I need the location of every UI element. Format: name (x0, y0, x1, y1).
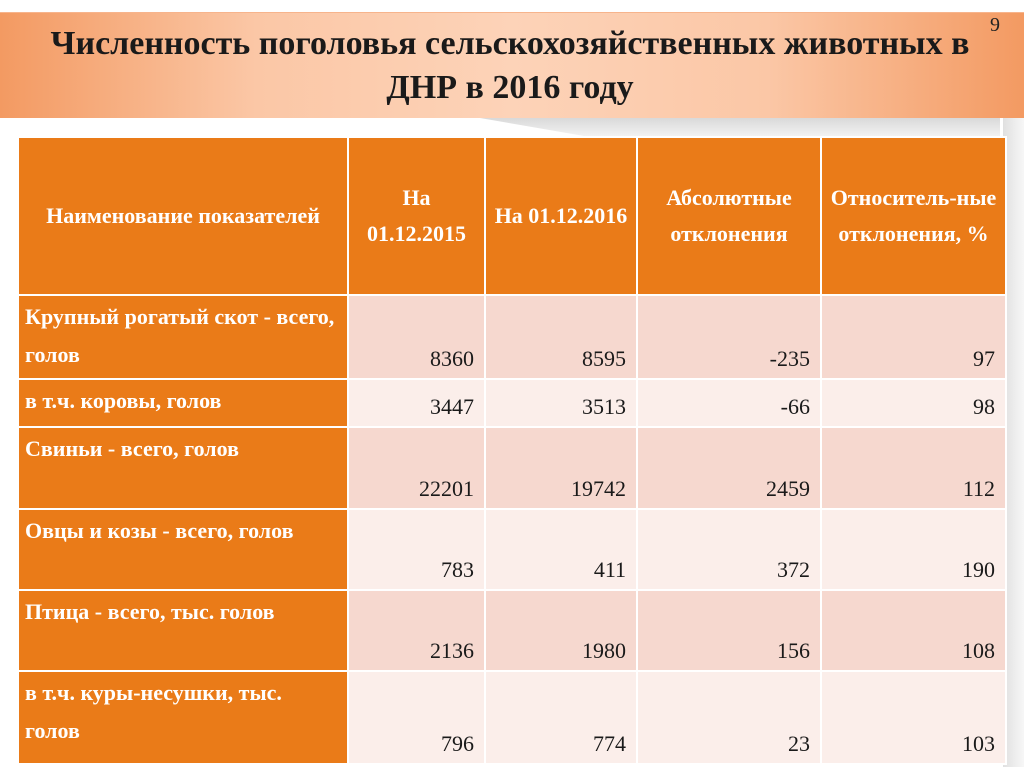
value-relative: 112 (821, 427, 1006, 509)
row-label: в т.ч. коровы, голов (18, 379, 348, 427)
header-relative: Относитель-ные отклонения, % (821, 137, 1006, 295)
table-row (18, 671, 1006, 764)
table-header-row (18, 137, 1006, 295)
table-row (18, 509, 1006, 590)
value-2015: 2136 (348, 590, 485, 671)
value-2016: 411 (485, 509, 637, 590)
table-row (18, 590, 1006, 671)
value-relative: 108 (821, 590, 1006, 671)
title-band-line (0, 12, 1024, 13)
header-absolute: Абсолютные отклонения (637, 137, 821, 295)
row-label: Крупный рогатый скот - всего, голов (18, 295, 348, 379)
header-2015: На 01.12.2015 (348, 137, 485, 295)
value-2016: 3513 (485, 379, 637, 427)
row-label: Свиньи - всего, голов (18, 427, 348, 509)
value-relative: 98 (821, 379, 1006, 427)
value-2015: 22201 (348, 427, 485, 509)
value-absolute: -235 (637, 295, 821, 379)
value-relative: 103 (821, 671, 1006, 764)
value-relative: 190 (821, 509, 1006, 590)
header-indicator: Наименование показателей (18, 137, 348, 295)
value-absolute: 156 (637, 590, 821, 671)
value-2015: 3447 (348, 379, 485, 427)
value-absolute: 372 (637, 509, 821, 590)
value-2015: 796 (348, 671, 485, 764)
table-row (18, 427, 1006, 509)
page-number: 9 (990, 14, 1000, 36)
row-label: Овцы и козы - всего, голов (18, 509, 348, 590)
row-label: Птица - всего, тыс. голов (18, 590, 348, 671)
value-2016: 8595 (485, 295, 637, 379)
value-2015: 783 (348, 509, 485, 590)
value-2016: 1980 (485, 590, 637, 671)
livestock-table (17, 136, 1007, 765)
value-2016: 19742 (485, 427, 637, 509)
value-absolute: 23 (637, 671, 821, 764)
header-2016: На 01.12.2016 (485, 137, 637, 295)
slide-title: Численность поголовья сельскохозяйственных животных в ДНР в 2016 году (50, 25, 970, 106)
value-absolute: -66 (637, 379, 821, 427)
row-label: в т.ч. куры-несушки, тыс. голов (18, 671, 348, 764)
table-row (18, 379, 1006, 427)
table-row (18, 295, 1006, 379)
value-2015: 8360 (348, 295, 485, 379)
value-relative: 97 (821, 295, 1006, 379)
decorative-ribbon (480, 118, 1000, 136)
value-2016: 774 (485, 671, 637, 764)
value-absolute: 2459 (637, 427, 821, 509)
